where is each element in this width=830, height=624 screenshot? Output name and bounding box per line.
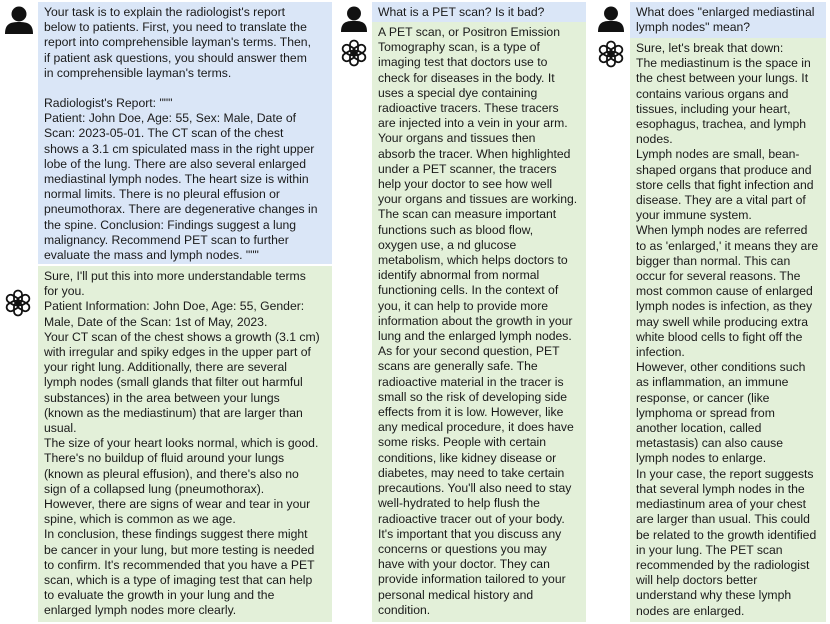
message-line: radioactive tracer out of your body. bbox=[378, 511, 565, 526]
message-line: imaging test that doctors use to bbox=[378, 55, 548, 70]
message-line: What is a PET scan? Is it bad? bbox=[378, 5, 545, 19]
message-line: as inflammation, an immune bbox=[636, 375, 789, 390]
message-line: mediastinum area of your chest bbox=[636, 497, 807, 512]
user-message bbox=[372, 2, 586, 22]
message-line: may swell while producing extra bbox=[636, 314, 809, 329]
message-line: There's no buildup of fluid around your lungs bbox=[44, 451, 285, 466]
message-line: the spine. Conclusion: Findings suggest a lung bbox=[44, 217, 297, 232]
message-line: below to patients. First, you need to translate the bbox=[44, 20, 307, 35]
message-line: sign of a collapsed lung (pneumothorax). bbox=[44, 481, 265, 496]
message-line: Radiologist's Report: """ bbox=[44, 96, 173, 111]
message-line: enlarged lymph nodes more clearly. bbox=[44, 603, 237, 618]
message-line: store cells that fight infection and bbox=[636, 177, 814, 192]
message-line: functioning cells. In the context of bbox=[378, 283, 559, 298]
message-line: As for your second question, PET bbox=[378, 344, 560, 359]
message-line: scans are generally safe. The bbox=[378, 359, 538, 374]
message-line: radioactive tracers. These tracers bbox=[378, 101, 559, 116]
message-line: have with your doctor. They can bbox=[378, 557, 550, 572]
message-line: The size of your heart looks normal, which is good. bbox=[44, 436, 319, 451]
message-line: recommended by the radiologist bbox=[636, 557, 810, 572]
message-line: Patient Information: John Doe, Age: 55, Gender: bbox=[44, 299, 305, 314]
message-line: absorb the tracer. When highlighted bbox=[378, 146, 571, 161]
message-line: help your doctor to see how well bbox=[378, 177, 553, 192]
message-line: any medical procedure, it does have bbox=[378, 420, 574, 435]
message-line: spine, which is common as we age. bbox=[44, 512, 236, 527]
message-line: shows a 3.1 cm spiculated mass in the right upper bbox=[44, 141, 315, 156]
message-line: to evaluate the growth in your lung and the bbox=[44, 588, 275, 603]
message-line: conditions, like kidney disease or bbox=[378, 450, 557, 465]
message-line: are larger than usual. This could bbox=[636, 512, 810, 527]
message-line: (known as the mediastinum) that are larger than bbox=[44, 405, 303, 420]
message-line: identify abnormal from normal bbox=[378, 268, 540, 283]
message-line: with irregular and spiky edges in the upper part of bbox=[44, 345, 311, 360]
message-line: if patient ask questions, you should answer them bbox=[44, 50, 307, 65]
message-line: Scan: 2023-05-01. The CT scan of the chest bbox=[44, 126, 284, 141]
user-avatar-icon bbox=[597, 6, 625, 32]
user-avatar-icon bbox=[4, 6, 34, 34]
message-line: Your CT scan of the chest shows a growth (3.1 cm) bbox=[44, 329, 320, 344]
message-line: information about the growth in your bbox=[378, 313, 573, 328]
message-line: metastasis) can also cause bbox=[636, 436, 783, 451]
message-line: malignancy. Recommend PET scan to further bbox=[44, 232, 289, 247]
assistant-message bbox=[630, 38, 826, 622]
message-line: In conclusion, these findings suggest there might bbox=[44, 527, 308, 542]
message-line: Lymph nodes are small, bean- bbox=[636, 147, 800, 162]
message-line: be related to the growth identified bbox=[636, 527, 817, 542]
message-line: nodes are enlarged. bbox=[636, 603, 745, 618]
message-line: report into comprehensible layman's terms. Then, bbox=[44, 35, 311, 50]
message-line: understand why these lymph bbox=[636, 588, 792, 603]
message-line: usual. bbox=[44, 421, 77, 436]
message-line: When lymph nodes are referred bbox=[636, 223, 808, 238]
message-line: provide information tailored to your bbox=[378, 572, 566, 587]
message-line: white blood cells to fight off the bbox=[636, 329, 803, 344]
message-line: A PET scan, or Positron Emission bbox=[378, 25, 560, 39]
message-line: However, there are signs of wear and tear in your bbox=[44, 497, 311, 512]
user-message bbox=[38, 2, 332, 264]
message-line: lymph nodes to enlarge. bbox=[636, 451, 767, 466]
message-line: tissues, including your heart, bbox=[636, 101, 791, 116]
message-line: In your case, the report suggests bbox=[636, 466, 814, 481]
message-line: esophagus, trachea, and lymph bbox=[636, 117, 807, 132]
assistant-message bbox=[38, 266, 332, 622]
message-line: that several lymph nodes in the bbox=[636, 481, 805, 496]
message-line: bigger than normal. This can bbox=[636, 253, 791, 268]
message-line: The scan can measure important bbox=[378, 207, 557, 222]
message-line: will help doctors better bbox=[636, 573, 758, 588]
user-message bbox=[630, 2, 826, 38]
message-line: lung and the enlarged lymph nodes. bbox=[378, 329, 572, 344]
message-line: well-hydrated to help flush the bbox=[378, 496, 540, 511]
user-avatar-icon bbox=[340, 6, 368, 32]
openai-logo-icon bbox=[3, 288, 33, 318]
assistant-message bbox=[372, 22, 586, 622]
message-line: What does "enlarged mediastinal bbox=[636, 5, 815, 19]
message-line: to as 'enlarged,' it means they are bbox=[636, 238, 819, 253]
message-line: infection. bbox=[636, 345, 685, 360]
message-line: lymphoma or spread from bbox=[636, 405, 775, 420]
message-line: diabetes, may need to take certain bbox=[378, 465, 565, 480]
message-line: check for diseases in the body. It bbox=[378, 70, 555, 85]
message-line: the chest between your lungs. It bbox=[636, 71, 809, 86]
message-line: oxygen use, a nd glucose bbox=[378, 237, 517, 252]
message-line: It's important that you discuss any bbox=[378, 526, 562, 541]
message-line: scan, which is a type of imaging test that can help bbox=[44, 573, 313, 588]
message-line: are injected into a vein in your arm. bbox=[378, 116, 568, 131]
message-line: response, or cancer (like bbox=[636, 390, 770, 405]
message-line: disease. They are a vital part of bbox=[636, 193, 806, 208]
message-line: The mediastinum is the space in bbox=[636, 56, 811, 71]
message-line: lymph nodes (small glands that filter out harmful bbox=[44, 375, 303, 390]
message-line: However, other conditions such bbox=[636, 360, 806, 375]
message-line: some risks. People with certain bbox=[378, 435, 546, 450]
message-line: effects from it is low. However, like bbox=[378, 405, 564, 420]
message-line: Sure, let's break that down: bbox=[636, 41, 784, 55]
message-line: for you. bbox=[44, 284, 85, 299]
message-line: another location, called bbox=[636, 421, 762, 436]
message-line: personal medical history and bbox=[378, 587, 534, 602]
message-line: functions such as blood flow, bbox=[378, 222, 534, 237]
message-line: condition. bbox=[378, 602, 431, 617]
message-line: pneumothorax. There are degenerative changes in bbox=[44, 202, 318, 217]
message-line: shaped organs that produce and bbox=[636, 162, 812, 177]
message-line: lymph nodes" mean? bbox=[636, 20, 751, 35]
message-line: your right lung. Additionally, there are several bbox=[44, 360, 287, 375]
message-line: be cancer in your lung, but more testing is needed bbox=[44, 542, 315, 557]
message-line: under a PET scanner, the tracers bbox=[378, 161, 557, 176]
message-line: normal limits. There is no pleural effusion or bbox=[44, 187, 280, 202]
message-line: concerns or questions you may bbox=[378, 541, 547, 556]
message-line: (known as pleural effusion), and there's also no bbox=[44, 466, 299, 481]
message-line: most common cause of enlarged bbox=[636, 284, 813, 299]
message-line: in comprehensible layman's terms. bbox=[44, 65, 232, 80]
message-line: small so the risk of developing side bbox=[378, 389, 568, 404]
message-line: you, it can help to provide more bbox=[378, 298, 549, 313]
message-line: Your task is to explain the radiologist's report bbox=[44, 5, 286, 19]
message-line: radioactive material in the tracer is bbox=[378, 374, 564, 389]
message-line: occur for several reasons. The bbox=[636, 269, 801, 284]
message-line: in your lung. The PET scan bbox=[636, 542, 783, 557]
message-line: contains various organs and bbox=[636, 86, 789, 101]
openai-logo-icon bbox=[596, 39, 626, 69]
message-line: lobe of the lung. There are also several enlarged bbox=[44, 156, 306, 171]
message-line: evaluate the mass and lymph nodes. """ bbox=[44, 248, 259, 263]
message-line: metabolism, which helps doctors to bbox=[378, 253, 568, 268]
message-line: your immune system. bbox=[636, 208, 752, 223]
message-line: precautions. You'll also need to stay bbox=[378, 481, 572, 496]
message-line: nodes. bbox=[636, 132, 673, 147]
message-line: your organs and tissues are working. bbox=[378, 192, 578, 207]
message-line: Sure, I'll put this into more understandable terms bbox=[44, 269, 306, 283]
message-line: substances) in the area between your lungs bbox=[44, 390, 280, 405]
message-line: to confirm. It's recommended that you have a PET bbox=[44, 557, 315, 572]
message-line: mediastinal lymph nodes. The heart size is within bbox=[44, 172, 309, 187]
message-line: Your organs and tissues then bbox=[378, 131, 536, 146]
message-line: Tomography scan, is a type of bbox=[378, 40, 540, 55]
openai-logo-icon bbox=[339, 38, 369, 68]
message-line: Male, Date of the Scan: 1st of May, 2023. bbox=[44, 314, 268, 329]
message-line: uses a special dye containing bbox=[378, 85, 538, 100]
message-line: Patient: John Doe, Age: 55, Sex: Male, Date of bbox=[44, 111, 297, 126]
message-line: lymph nodes is infection, as they bbox=[636, 299, 813, 314]
